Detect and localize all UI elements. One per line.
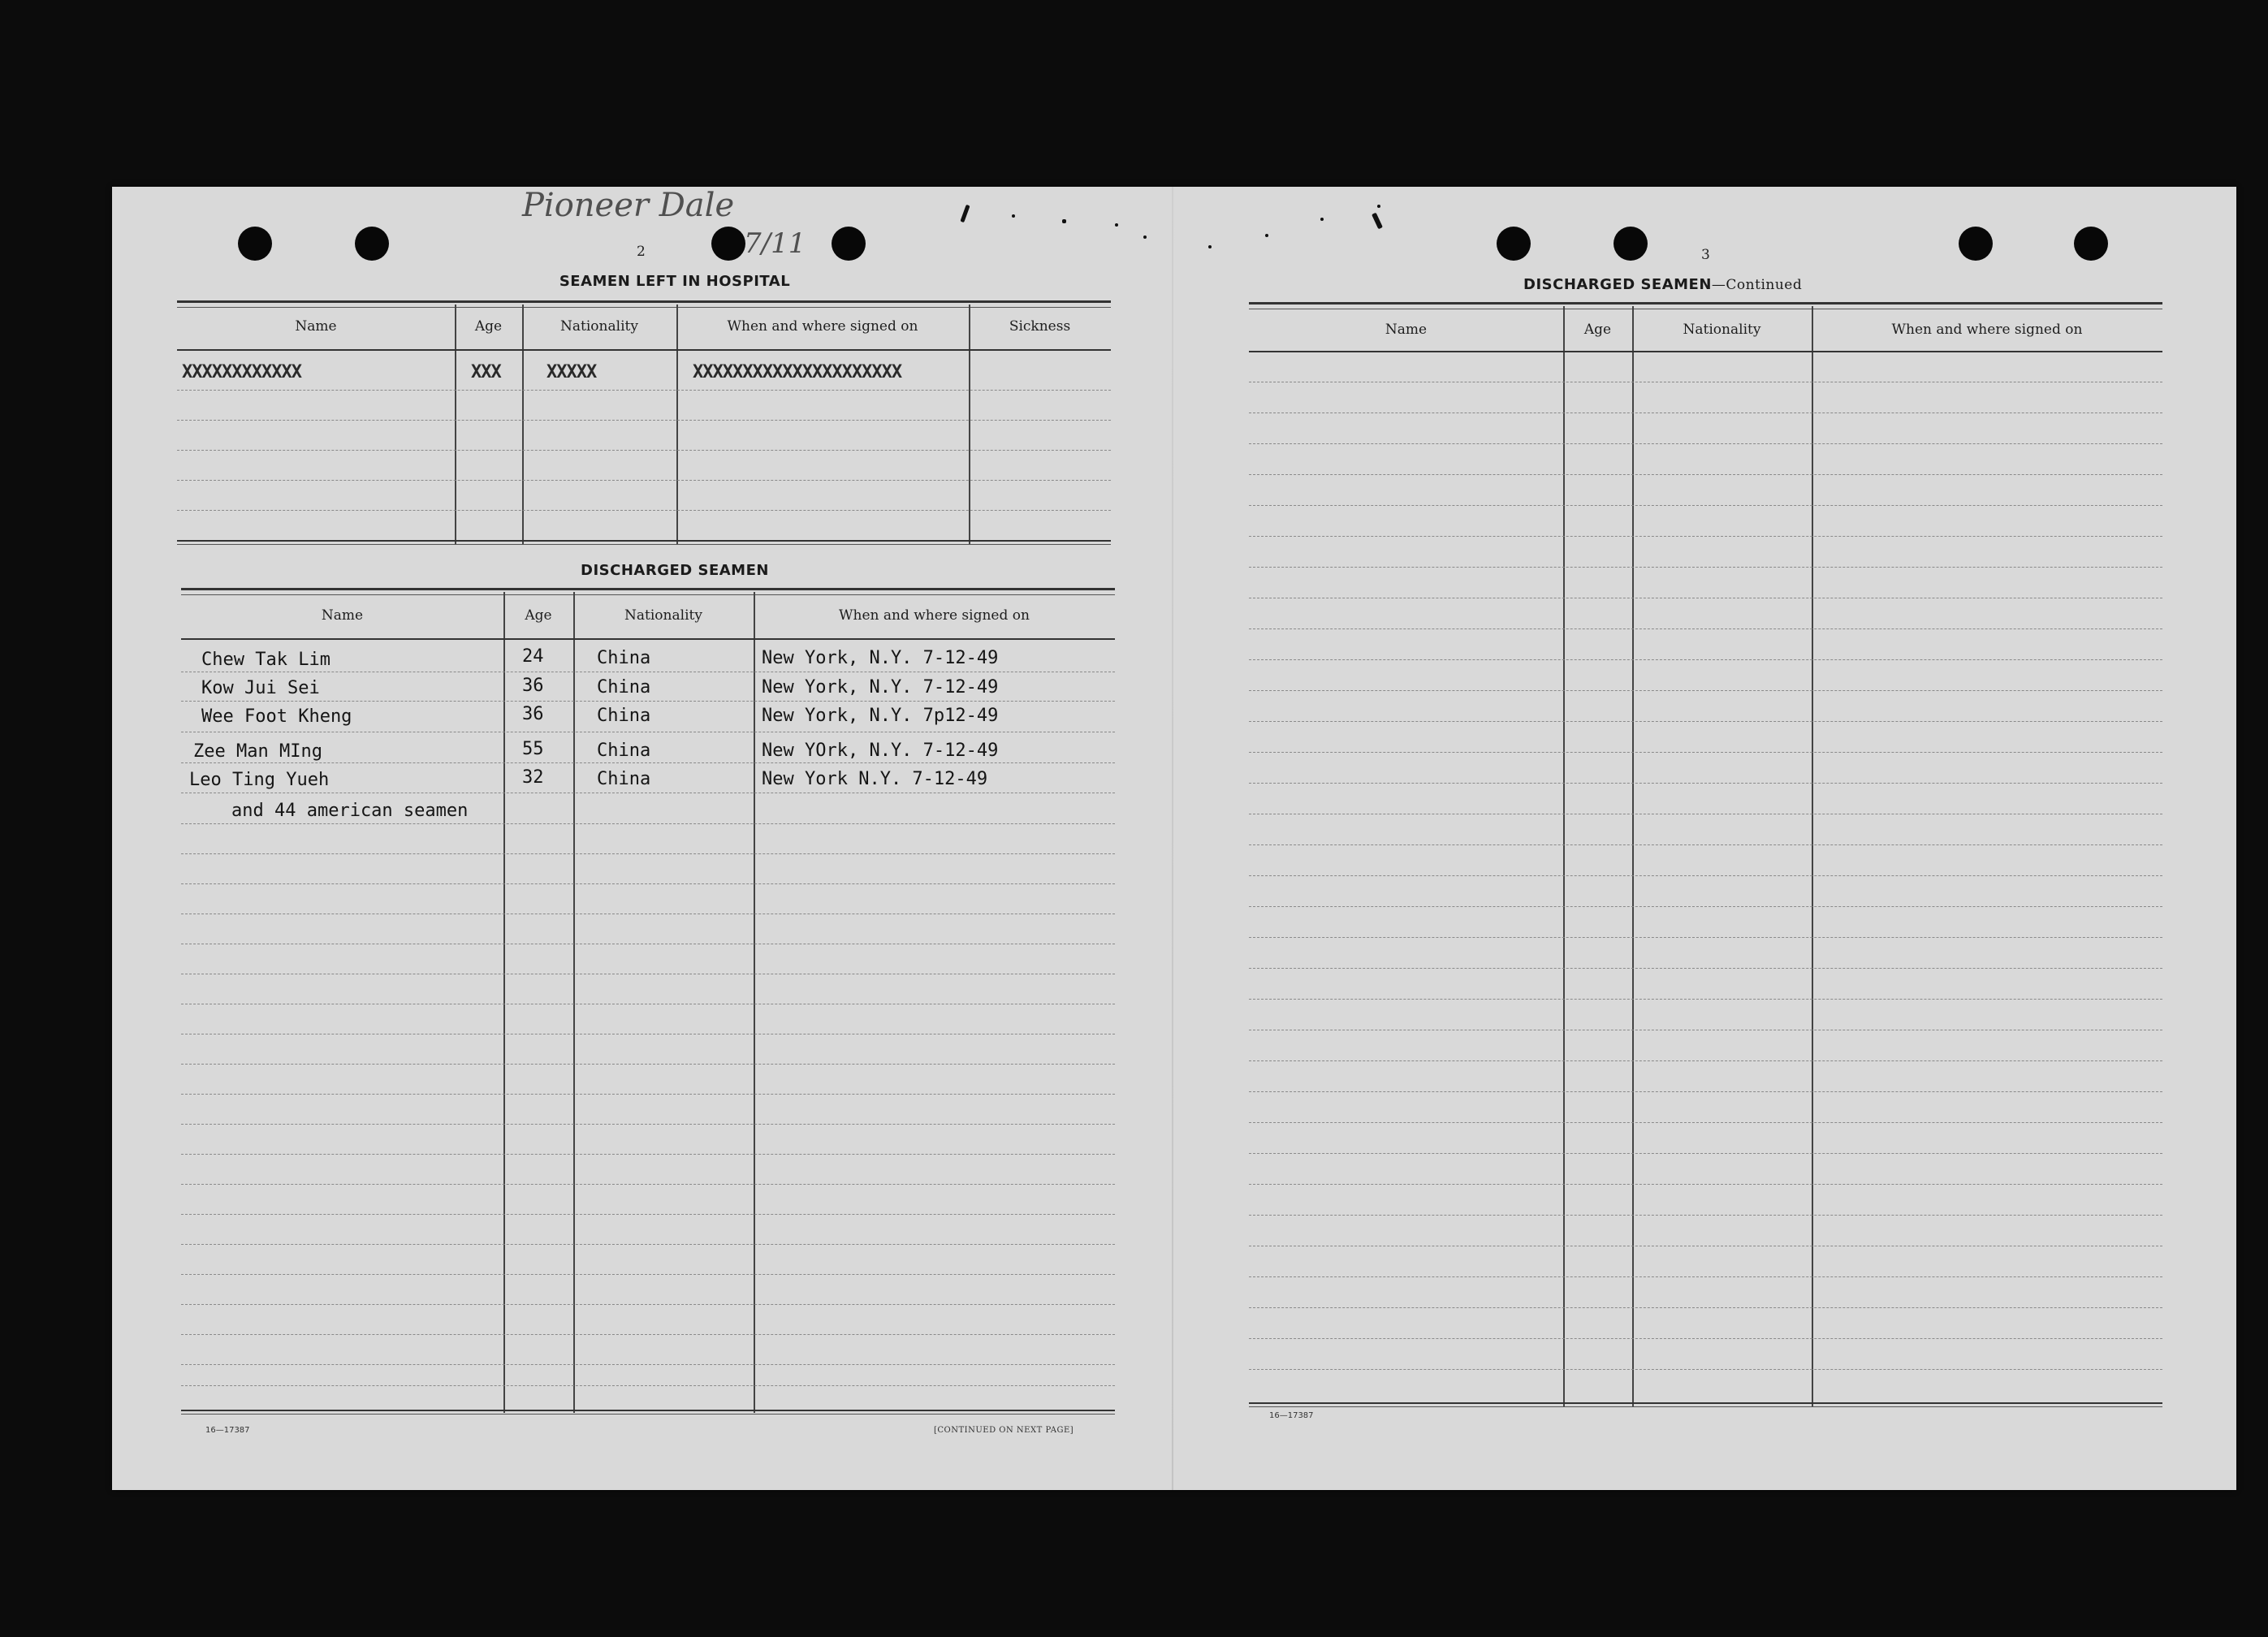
seaman-nationality: China xyxy=(597,769,651,789)
col-header-name: Name xyxy=(321,607,364,624)
seaman-age: 24 xyxy=(522,646,544,667)
seaman-nationality: China xyxy=(597,741,651,761)
seaman-age: 36 xyxy=(522,704,544,724)
struck-nationality: XXXXX xyxy=(546,362,597,382)
col-header-age: Age xyxy=(1583,322,1612,338)
discharged-continued-title xyxy=(1523,276,1802,293)
col-header-signed-on: When and where signed on xyxy=(1891,322,2083,338)
page-fold xyxy=(1172,187,1173,1490)
page-number-right: 3 xyxy=(1701,247,1710,263)
seaman-signed-on: New York, N.Y. 7p12-49 xyxy=(762,706,999,726)
col-header-age: Age xyxy=(474,318,503,335)
seaman-signed-on: New York N.Y. 7-12-49 xyxy=(762,769,988,789)
seaman-signed-on: New York, N.Y. 7-12-49 xyxy=(762,648,999,668)
seaman-nationality: China xyxy=(597,706,651,726)
seaman-age: 32 xyxy=(522,767,544,788)
seaman-name: Zee Man MIng xyxy=(193,741,322,762)
punch-hole xyxy=(355,227,389,261)
seaman-name: Wee Foot Kheng xyxy=(201,706,352,727)
seaman-age: 55 xyxy=(522,739,544,759)
punch-hole xyxy=(1959,227,1993,261)
struck-name: XXXXXXXXXXXX xyxy=(182,362,301,382)
punch-hole xyxy=(832,227,866,261)
punch-hole xyxy=(711,227,745,261)
speck xyxy=(960,205,970,222)
title-suffix: —Continued xyxy=(1711,277,1803,293)
col-header-age: Age xyxy=(525,607,552,624)
speck xyxy=(1372,213,1383,230)
col-header-name: Name xyxy=(295,318,337,335)
punch-hole xyxy=(1614,227,1648,261)
discharged-section-title: DISCHARGED SEAMEN xyxy=(581,562,769,579)
speck xyxy=(1265,234,1268,237)
struck-signed-on: XXXXXXXXXXXXXXXXXXXXX xyxy=(693,362,902,382)
seaman-nationality: China xyxy=(597,677,651,698)
form-code-left: 16—17387 xyxy=(205,1426,250,1435)
seaman-age: 36 xyxy=(522,676,544,696)
hospital-section-title: SEAMEN LEFT IN HOSPITAL xyxy=(559,273,791,290)
col-header-signed-on: When and where signed on xyxy=(727,318,918,335)
continued-note: [CONTINUED ON NEXT PAGE] xyxy=(934,1426,1074,1435)
col-header-nationality: Nationality xyxy=(624,607,702,624)
seaman-signed-on: New York, N.Y. 7-12-49 xyxy=(762,677,999,698)
seaman-name: Kow Jui Sei xyxy=(201,678,320,698)
page-number-left: 2 xyxy=(637,244,646,260)
speck xyxy=(1012,214,1015,218)
speck xyxy=(1377,205,1380,208)
title-text: DISCHARGED SEAMEN xyxy=(1523,276,1712,293)
col-header-sickness: Sickness xyxy=(1009,318,1071,335)
punch-hole xyxy=(2074,227,2108,261)
seaman-name: Leo Ting Yueh xyxy=(189,770,330,790)
seaman-signed-on: New YOrk, N.Y. 7-12-49 xyxy=(762,741,999,761)
form-code-right: 16—17387 xyxy=(1269,1411,1314,1420)
discharged-table xyxy=(181,588,1115,1413)
seaman-nationality: China xyxy=(597,648,651,668)
speck xyxy=(1062,219,1066,223)
punch-hole xyxy=(238,227,272,261)
col-header-nationality: Nationality xyxy=(560,318,638,335)
speck xyxy=(1208,245,1212,248)
speck xyxy=(1320,218,1324,221)
seaman-name: Chew Tak Lim xyxy=(201,650,330,670)
col-header-name: Name xyxy=(1385,322,1428,338)
speck xyxy=(1115,223,1118,227)
struck-age: XXX xyxy=(471,362,501,382)
hospital-table xyxy=(177,300,1111,544)
handwritten-mark: 7/11 xyxy=(744,227,806,260)
col-header-nationality: Nationality xyxy=(1683,322,1761,338)
discharged-continued-table xyxy=(1249,302,2162,1406)
speck xyxy=(1143,235,1147,239)
handwritten-ship-name: Pioneer Dale xyxy=(522,187,735,224)
punch-hole xyxy=(1497,227,1531,261)
document-sheet xyxy=(112,187,2236,1490)
additional-seamen-note: and 44 american seamen xyxy=(231,801,469,821)
col-header-signed-on: When and where signed on xyxy=(839,607,1030,624)
